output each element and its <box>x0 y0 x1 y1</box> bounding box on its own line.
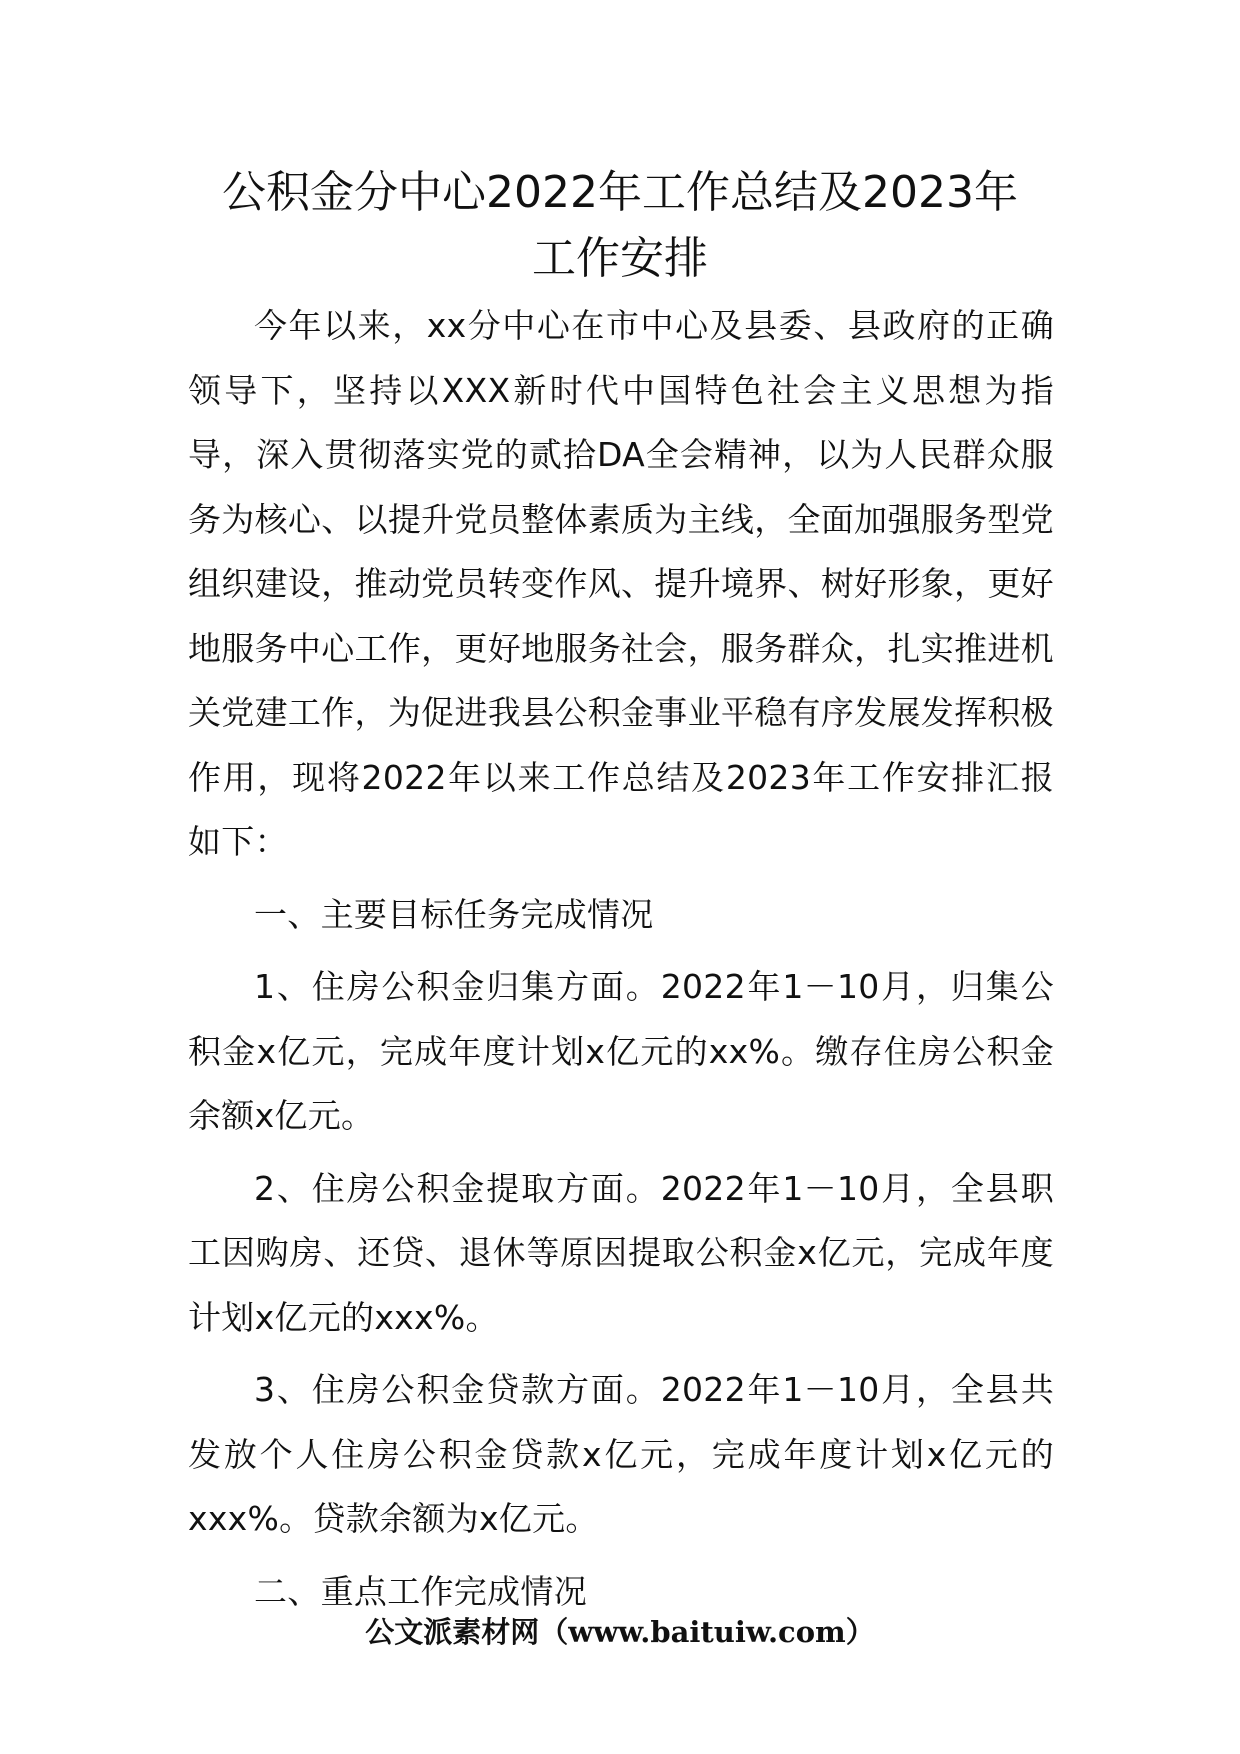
intro-paragraph: 今年以来，xx分中心在市中心及县委、县政府的正确领导下，坚持以XXX新时代中国特色社会主义思想为指导，深入贯彻落实党的贰拾DA全会精神，以为人民群众服务为核心、以提升党员整体素质为主线，全面加强服务型党组织建设，推动党员转变作风、提升境界、树好形象，更好地服务中心工作，更好地服务社会，服务群众，扎实推进机关党建工作，为促进我县公积金事业平稳有序发展发挥积极作用，现将2022年以来工作总结及2023年工作安排汇报如下： <box>188 306 1054 861</box>
item-paragraph-3: 3、住房公积金贷款方面。2022年1－10月，全县共发放个人住房公积金贷款x亿元，完成年度计划x亿元的xxx%。贷款余额为x亿元。 <box>188 1370 1054 1538</box>
footer-watermark-text: 公文派素材网（www.baituiw.com） <box>365 1615 875 1649</box>
document-body <box>188 294 1054 1632</box>
item-paragraph-2: 2、住房公积金提取方面。2022年1－10月，全县职工因购房、还贷、退休等原因提取公积金x亿元，完成年度计划x亿元的xxx%。 <box>188 1168 1054 1337</box>
section-heading-1: 一、主要目标任务完成情况 <box>254 894 654 934</box>
document-title <box>180 160 1060 292</box>
title-line-1: 公积金分中心2022年工作总结及2023年 <box>222 167 1018 218</box>
section-heading-2: 二、重点工作完成情况 <box>254 1571 587 1611</box>
item-paragraph-1: 1、住房公积金归集方面。2022年1－10月，归集公积金x亿元，完成年度计划x亿元的xx%。缴存住房公积金余额x亿元。 <box>188 967 1054 1135</box>
title-line-2: 工作安排 <box>532 233 708 284</box>
